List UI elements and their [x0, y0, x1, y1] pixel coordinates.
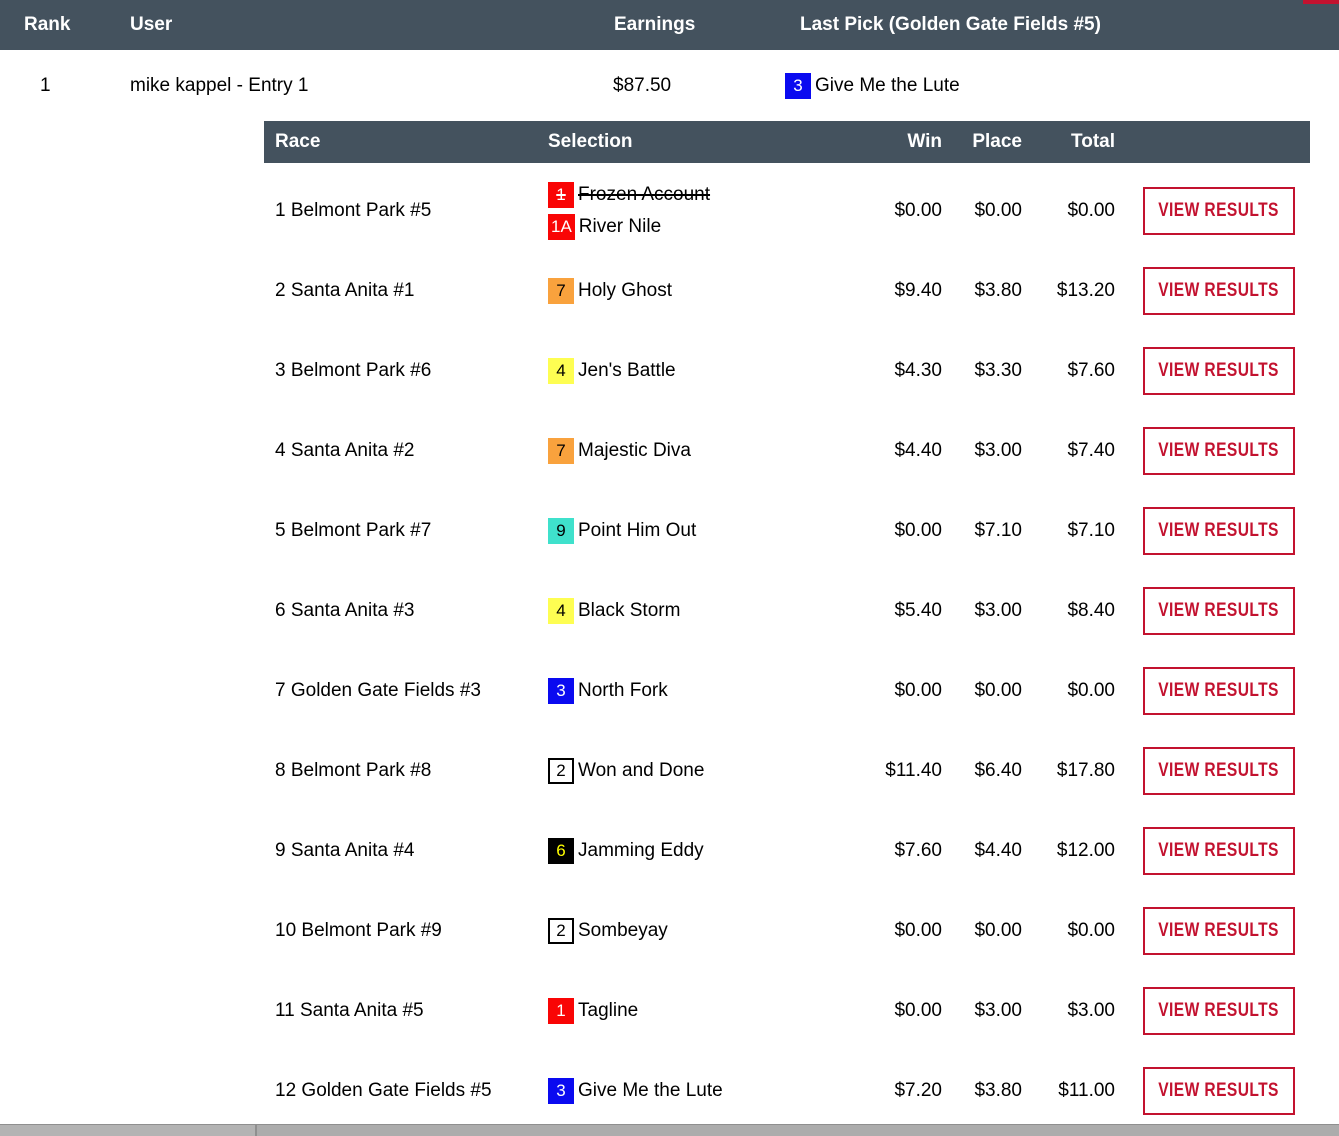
selection-line: [548, 758, 858, 784]
place-amount: $3.80: [974, 1080, 1022, 1101]
total-amount: $0.00: [1067, 200, 1115, 221]
race-label: 5 Belmont Park #7: [275, 520, 432, 541]
horse-name: Frozen Account: [578, 184, 711, 205]
saddle-cloth: 2: [548, 918, 574, 944]
selection-cell: [548, 598, 858, 624]
saddle-cloth: 3: [548, 678, 574, 704]
table-row: [264, 971, 1310, 1051]
horse-name: Give Me the Lute: [815, 74, 960, 96]
win-amount: $0.00: [894, 1000, 942, 1021]
horse-name: Black Storm: [578, 600, 681, 621]
total-amount: $8.40: [1067, 600, 1115, 621]
leaderboard-entry-row: [0, 50, 1339, 121]
total-amount: $7.40: [1067, 440, 1115, 461]
selection-line: [548, 598, 858, 624]
total-amount: $13.20: [1056, 280, 1115, 301]
total-amount: $11.00: [1058, 1080, 1115, 1101]
place-amount: $0.00: [974, 200, 1022, 221]
view-results-button[interactable]: [1143, 187, 1295, 235]
saddle-cloth: 4: [548, 358, 574, 384]
race-label: 3 Belmont Park #6: [275, 360, 432, 381]
selection-cell: [548, 182, 858, 240]
header-rank: Rank: [24, 14, 71, 35]
actions-cell: [1115, 347, 1310, 395]
picks-rows: [264, 163, 1310, 1131]
entry-user: mike kappel - Entry 1: [130, 74, 309, 96]
horse-name: Point Him Out: [578, 520, 697, 541]
horse-name: Sombeyay: [578, 920, 668, 941]
table-row: [264, 1051, 1310, 1131]
selection-line: [548, 678, 858, 704]
header-race: Race: [275, 131, 321, 152]
total-amount: $7.10: [1067, 520, 1115, 541]
place-amount: $3.30: [974, 360, 1022, 381]
selection-line: [548, 358, 858, 384]
total-amount: $12.00: [1056, 840, 1115, 861]
selection-cell: [548, 278, 858, 304]
saddle-cloth: 2: [548, 758, 574, 784]
view-results-button[interactable]: [1143, 1067, 1295, 1115]
win-amount: $9.40: [894, 280, 942, 301]
entry-earnings: $87.50: [613, 74, 672, 96]
view-results-label: VIEW RESULTS: [1158, 1080, 1280, 1101]
win-amount: $7.20: [894, 1080, 942, 1101]
total-amount: $0.00: [1067, 920, 1115, 941]
entry-last-pick: [776, 73, 1339, 99]
selection-cell: [548, 758, 858, 784]
view-results-label: VIEW RESULTS: [1158, 200, 1280, 221]
total-amount: $0.00: [1067, 680, 1115, 701]
win-amount: $0.00: [894, 200, 942, 221]
race-label: 12 Golden Gate Fields #5: [275, 1080, 492, 1101]
view-results-label: VIEW RESULTS: [1158, 440, 1280, 461]
win-amount: $4.30: [894, 360, 942, 381]
table-row: [264, 251, 1310, 331]
win-amount: $4.40: [894, 440, 942, 461]
leaderboard-header: [0, 0, 1339, 50]
table-row: [264, 731, 1310, 811]
header-user: User: [130, 14, 173, 35]
race-label: 7 Golden Gate Fields #3: [275, 680, 481, 701]
table-row: [264, 651, 1310, 731]
selection-line: [548, 918, 858, 944]
picks-table-header: [264, 121, 1310, 163]
view-results-button[interactable]: [1143, 347, 1295, 395]
place-amount: $0.00: [974, 920, 1022, 941]
actions-cell: [1115, 987, 1310, 1035]
view-results-button[interactable]: [1143, 747, 1295, 795]
place-amount: $4.40: [974, 840, 1022, 861]
selection-cell: [548, 438, 858, 464]
selection-line: [548, 518, 858, 544]
actions-cell: [1115, 667, 1310, 715]
table-row: [264, 171, 1310, 251]
selection-cell: [548, 518, 858, 544]
scrollbar-divider: [255, 1125, 257, 1136]
picks-table: [264, 121, 1310, 1131]
place-amount: $7.10: [974, 520, 1022, 541]
actions-cell: [1115, 827, 1310, 875]
race-label: 1 Belmont Park #5: [275, 200, 432, 221]
view-results-button[interactable]: [1143, 907, 1295, 955]
saddle-cloth: 4: [548, 598, 574, 624]
table-row: [264, 491, 1310, 571]
selection-cell: [548, 918, 858, 944]
horse-name: Give Me the Lute: [578, 1080, 723, 1101]
horse-name: Jen's Battle: [578, 360, 676, 381]
race-label: 8 Belmont Park #8: [275, 760, 432, 781]
view-results-label: VIEW RESULTS: [1158, 1000, 1280, 1021]
race-label: 2 Santa Anita #1: [275, 280, 415, 301]
race-label: 4 Santa Anita #2: [275, 440, 415, 461]
horse-name: North Fork: [578, 680, 668, 701]
saddle-cloth: 3: [548, 1078, 574, 1104]
view-results-label: VIEW RESULTS: [1158, 920, 1280, 941]
actions-cell: [1115, 587, 1310, 635]
view-results-button[interactable]: [1143, 507, 1295, 555]
win-amount: $0.00: [894, 520, 942, 541]
selection-line: [548, 998, 858, 1024]
selection-line: [548, 1078, 858, 1104]
race-label: 6 Santa Anita #3: [275, 600, 415, 621]
win-amount: $7.60: [894, 840, 942, 861]
selection-cell: [548, 838, 858, 864]
win-amount: $0.00: [894, 680, 942, 701]
actions-cell: [1115, 747, 1310, 795]
horse-name: River Nile: [578, 216, 662, 237]
table-row: [264, 411, 1310, 491]
view-results-button[interactable]: [1143, 427, 1295, 475]
saddle-cloth: 1: [548, 182, 574, 208]
place-amount: $0.00: [974, 680, 1022, 701]
view-results-label: VIEW RESULTS: [1158, 360, 1280, 381]
view-results-label: VIEW RESULTS: [1158, 760, 1280, 781]
win-amount: $0.00: [894, 920, 942, 941]
header-selection: Selection: [548, 131, 633, 152]
view-results-label: VIEW RESULTS: [1158, 520, 1280, 541]
total-amount: $3.00: [1067, 1000, 1115, 1021]
saddle-cloth: 7: [548, 278, 574, 304]
view-results-button[interactable]: [1143, 827, 1295, 875]
selection-cell: [548, 358, 858, 384]
selection-cell: [548, 678, 858, 704]
scrollbar-thumb[interactable]: [0, 1125, 255, 1136]
header-win: Win: [907, 131, 942, 152]
selection-line: [548, 182, 858, 208]
view-results-button[interactable]: [1143, 587, 1295, 635]
horizontal-scrollbar[interactable]: [0, 1124, 1339, 1136]
place-amount: $3.80: [974, 280, 1022, 301]
total-amount: $7.60: [1067, 360, 1115, 381]
place-amount: $3.00: [974, 440, 1022, 461]
header-total: Total: [1071, 131, 1115, 152]
horse-name: Tagline: [578, 1000, 639, 1021]
view-results-label: VIEW RESULTS: [1158, 840, 1280, 861]
win-amount: $11.40: [885, 760, 942, 781]
actions-cell: [1115, 507, 1310, 555]
table-row: [264, 571, 1310, 651]
horse-name: Won and Done: [578, 760, 705, 781]
race-label: 11 Santa Anita #5: [275, 1000, 424, 1021]
header-place: Place: [972, 131, 1022, 152]
view-results-label: VIEW RESULTS: [1158, 600, 1280, 621]
total-amount: $17.80: [1056, 760, 1115, 781]
race-label: 9 Santa Anita #4: [275, 840, 415, 861]
selection-cell: [548, 998, 858, 1024]
view-results-button[interactable]: [1143, 667, 1295, 715]
saddle-cloth: 9: [548, 518, 574, 544]
actions-cell: [1115, 427, 1310, 475]
view-results-label: VIEW RESULTS: [1158, 680, 1280, 701]
selection-line: [548, 838, 858, 864]
table-row: [264, 811, 1310, 891]
top-right-accent: [1303, 0, 1339, 4]
actions-cell: [1115, 1067, 1310, 1115]
header-last-pick: Last Pick (Golden Gate Fields #5): [800, 14, 1101, 35]
horse-name: Holy Ghost: [578, 280, 672, 301]
actions-cell: [1115, 267, 1310, 315]
place-amount: $3.00: [974, 1000, 1022, 1021]
table-row: [264, 331, 1310, 411]
place-amount: $3.00: [974, 600, 1022, 621]
selection-line: [548, 438, 858, 464]
win-amount: $5.40: [894, 600, 942, 621]
horse-name: Jamming Eddy: [578, 840, 704, 861]
saddle-cloth: 1A: [548, 214, 575, 240]
table-row: [264, 891, 1310, 971]
saddle-cloth: 6: [548, 838, 574, 864]
selection-cell: [548, 1078, 858, 1104]
entry-rank: 1: [40, 74, 51, 96]
view-results-button[interactable]: [1143, 987, 1295, 1035]
header-earnings: Earnings: [614, 14, 696, 35]
view-results-button[interactable]: [1143, 267, 1295, 315]
saddle-cloth: 3: [785, 73, 811, 99]
selection-line: [548, 278, 858, 304]
view-results-label: VIEW RESULTS: [1158, 280, 1280, 301]
place-amount: $6.40: [974, 760, 1022, 781]
horse-name: Majestic Diva: [578, 440, 691, 461]
selection-line: [548, 214, 858, 240]
saddle-cloth: 7: [548, 438, 574, 464]
race-label: 10 Belmont Park #9: [275, 920, 442, 941]
actions-cell: [1115, 907, 1310, 955]
actions-cell: [1115, 187, 1310, 235]
saddle-cloth: 1: [548, 998, 574, 1024]
